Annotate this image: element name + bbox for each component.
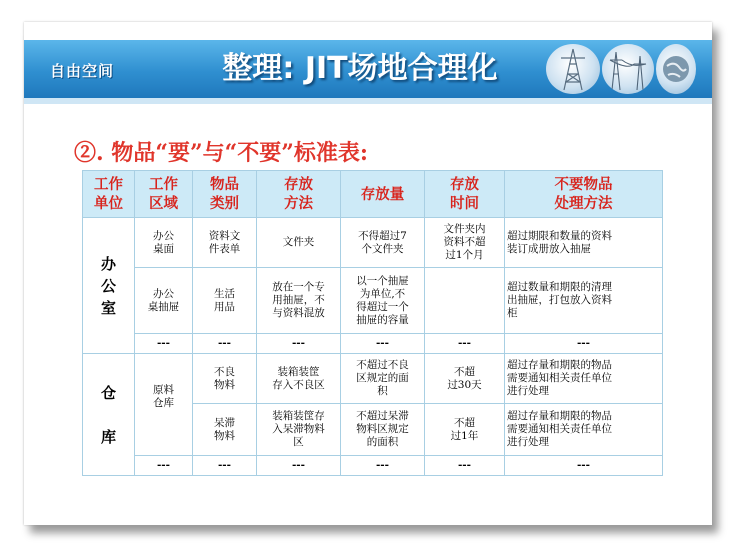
table-cell bbox=[193, 268, 257, 334]
header-label: 不要物品 处理方法 bbox=[554, 176, 613, 212]
table-caption: ②. 物品“要”与“不要”标准表: bbox=[74, 140, 369, 166]
ellipsis-cell: --- bbox=[425, 456, 505, 476]
cell-text: 超过数量和期限的清理 出抽屉，打包放入资料 柜 bbox=[507, 281, 612, 319]
cell-text: 办公 桌面 bbox=[153, 229, 174, 255]
table-row-ellipsis bbox=[83, 456, 663, 476]
table-cell bbox=[257, 354, 341, 404]
table-row bbox=[83, 354, 663, 404]
cell-text: 不超 过30天 bbox=[447, 365, 482, 391]
ellipsis-cell: --- bbox=[505, 334, 663, 354]
header-cell-unit bbox=[83, 171, 135, 218]
header-cell-category bbox=[193, 171, 257, 218]
cell-text: 文件夹内 资料不超 过1个月 bbox=[443, 223, 486, 261]
cell-text: 不超过不良 区规定的面 积 bbox=[356, 359, 409, 397]
cell-text: 放在一个专 用抽屉，不 与资料混放 bbox=[272, 281, 325, 319]
ellipsis-cell: --- bbox=[193, 456, 257, 476]
header-label: 存放量 bbox=[360, 185, 405, 203]
table-cell bbox=[425, 404, 505, 456]
header-label: 物品 类别 bbox=[210, 176, 239, 212]
cell-text: 原料 仓库 bbox=[153, 384, 174, 409]
ellipsis-cell: --- bbox=[135, 334, 193, 354]
header-label: 存放 方法 bbox=[284, 176, 313, 212]
table-cell bbox=[505, 218, 663, 268]
ellipsis-cell: --- bbox=[193, 334, 257, 354]
table-cell bbox=[505, 268, 663, 334]
ellipsis-cell: --- bbox=[505, 456, 663, 476]
cell-text: 呆滞 物料 bbox=[214, 416, 235, 442]
cell-text: 装箱装筐 存入不良区 bbox=[272, 365, 325, 391]
header-label: 存放 时间 bbox=[450, 176, 479, 212]
table-cell bbox=[135, 268, 193, 334]
table-cell bbox=[425, 354, 505, 404]
cell-text: 超过存量和期限的物品 需要通知相关责任单位 进行处理 bbox=[507, 410, 612, 448]
cell-text: 不得超过7 个文件夹 bbox=[358, 229, 407, 255]
table-cell bbox=[257, 404, 341, 456]
unit-cell-office bbox=[83, 218, 135, 354]
header-label: 工作 区域 bbox=[149, 176, 178, 212]
header-cell-method bbox=[257, 171, 341, 218]
unit-label: 办 公 室 bbox=[100, 254, 116, 317]
table-cell bbox=[341, 268, 425, 334]
header-cell-disposal bbox=[505, 171, 663, 218]
table-row-ellipsis bbox=[83, 334, 663, 354]
table-cell bbox=[505, 354, 663, 404]
cell-text: 文件夹 bbox=[282, 236, 315, 248]
power-tower-icon bbox=[546, 44, 600, 94]
logo-text: 自由空间 bbox=[49, 61, 114, 80]
table-cell bbox=[257, 218, 341, 268]
slide-title: 整理: JIT场地合理化 bbox=[222, 51, 498, 86]
table-cell bbox=[341, 218, 425, 268]
ellipsis-cell: --- bbox=[257, 334, 341, 354]
ellipsis-cell: --- bbox=[425, 334, 505, 354]
cell-text: 不超过呆滞 物料区规定 的面积 bbox=[356, 410, 409, 448]
cell-text: 不超 过1年 bbox=[450, 416, 479, 442]
cell-text: 办公 桌抽屉 bbox=[147, 287, 180, 313]
ellipsis-cell: --- bbox=[135, 456, 193, 476]
table-cell bbox=[257, 268, 341, 334]
cell-text: 超过存量和期限的物品 需要通知相关责任单位 进行处理 bbox=[507, 359, 612, 397]
table-cell bbox=[341, 354, 425, 404]
header-cell-amount bbox=[341, 171, 425, 218]
ellipsis-cell: --- bbox=[257, 456, 341, 476]
ellipsis-cell: --- bbox=[341, 456, 425, 476]
table-row bbox=[83, 218, 663, 268]
table-cell bbox=[135, 354, 193, 456]
table-cell bbox=[135, 218, 193, 268]
globe-icon bbox=[656, 44, 696, 94]
table-cell bbox=[193, 404, 257, 456]
table-cell bbox=[193, 354, 257, 404]
standards-table bbox=[82, 170, 663, 476]
table-cell bbox=[425, 268, 505, 334]
power-lines-icon bbox=[602, 44, 654, 94]
header-cell-area bbox=[135, 171, 193, 218]
table-cell bbox=[341, 404, 425, 456]
table-row bbox=[83, 268, 663, 334]
table-cell bbox=[193, 218, 257, 268]
unit-cell-warehouse bbox=[83, 354, 135, 476]
header-cell-time bbox=[425, 171, 505, 218]
title-bar-underline bbox=[24, 98, 712, 104]
cell-text: 装箱装筐存 入呆滞物料 区 bbox=[272, 410, 325, 448]
header-label: 工作 单位 bbox=[94, 176, 123, 212]
logo bbox=[28, 48, 136, 92]
unit-label: 仓 库 bbox=[100, 383, 116, 446]
ellipsis-cell: --- bbox=[341, 334, 425, 354]
table-cell bbox=[425, 218, 505, 268]
cell-text: 生活 用品 bbox=[214, 287, 235, 313]
table-cell bbox=[505, 404, 663, 456]
cell-text: 资料文 件表单 bbox=[208, 229, 241, 255]
cell-text: 超过期限和数量的资料 装订成册放入抽屉 bbox=[507, 229, 612, 255]
cell-text: 不良 物料 bbox=[214, 365, 235, 391]
cell-text: 以一个抽屉 为单位,不 得超过一个 抽屉的容量 bbox=[356, 274, 409, 326]
table-header-row bbox=[83, 171, 663, 218]
